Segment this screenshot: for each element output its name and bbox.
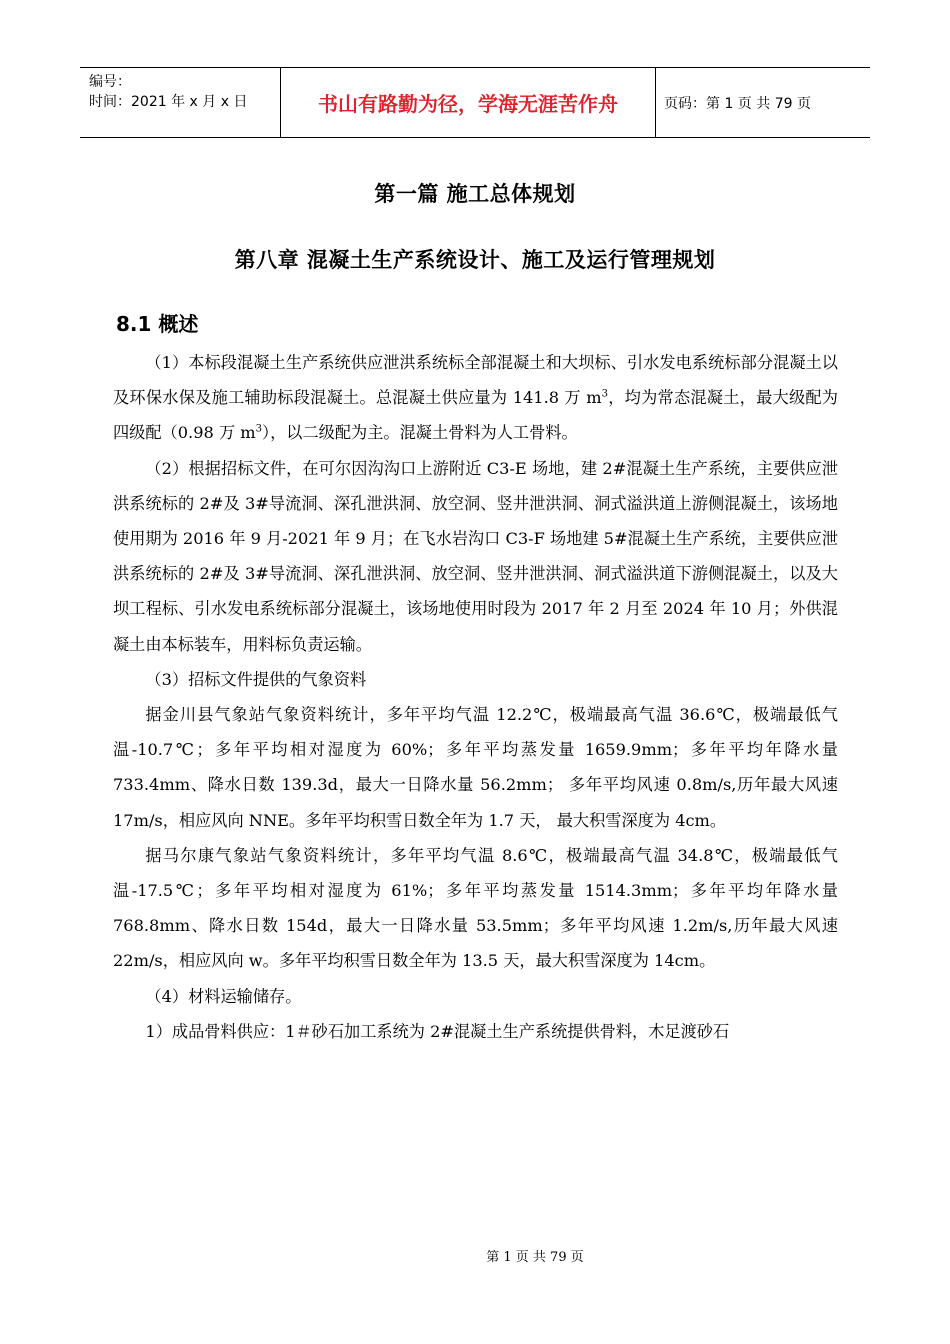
p1-text-b: ，均为常态混凝土，最大级配为四级配（0.98 万 m: [113, 388, 838, 443]
header-date: 时间：2021 年 x 月 x 日: [89, 94, 248, 110]
header-motto: 书山有路勤为径，学海无涯苦作舟: [281, 68, 656, 137]
part-title: 第一篇 施工总体规划: [374, 182, 576, 206]
page-footer: 第 1 页 共 79 页: [486, 1250, 584, 1265]
p1-text-a: （1）本标段混凝土生产系统供应泄洪系统标全部混凝土和大坝标、引水发电系统标部分混凝土以及环保水保及施工辅助标段混凝土。总混凝土供应量为 141.8 万 m: [113, 353, 838, 408]
header-meta: [80, 68, 281, 137]
p1-superscript-2: 3: [255, 424, 262, 436]
body-text: [113, 345, 838, 1049]
header-code: 编号：: [89, 74, 131, 90]
page-header: [80, 67, 870, 138]
paragraph-6: （4）材料运输储存。: [145, 986, 302, 1006]
paragraph-2: （2）根据招标文件，在可尔因沟沟口上游附近 C3-E 场地，建 2#混凝土生产系统，主要供应泄洪系统标的 2#及 3#导流洞、深孔泄洪洞、放空洞、竖井泄洪洞、洞式溢洪道上游侧混凝土，该场地使用期为 2016 年 9 月-2021 年 9 月；在飞水岩沟口 C3-F 场地建 5#混凝土生产系统，主要供应泄洪系统标的 2#及 3#导流洞、深孔泄洪洞、放空洞、竖井泄洪洞、洞式溢洪道下游侧混凝土，以及大坝工程标、引水发电系统标部分混凝土，该场地使用时段为 2017 年 2 月至 2024 年 10 月；外供混凝土由本标装车，用料标负责运输。: [113, 458, 838, 654]
paragraph-1: [113, 345, 838, 451]
p1-text-c: ），以二级配为主。混凝土骨料为人工骨料。: [262, 423, 578, 443]
p1-superscript-1: 3: [601, 388, 608, 400]
header-page-info: 页码：第 1 页 共 79 页: [664, 95, 811, 112]
paragraph-7: 1）成品骨料供应：1＃砂石加工系统为 2#混凝土生产系统提供骨料，木足渡砂石: [145, 1021, 730, 1041]
paragraph-3: （3）招标文件提供的气象资料: [145, 669, 367, 689]
chapter-title: 第八章 混凝土生产系统设计、施工及运行管理规划: [234, 248, 716, 272]
paragraph-5: 据马尔康气象站气象资料统计，多年平均气温 8.6℃，极端最高气温 34.8℃，极端最低气温-17.5℃；多年平均相对湿度为 61%；多年平均蒸发量 1514.3mm；多年平均年降水量 768.8mm、降水日数 154d，最大一日降水量 53.5mm；多年平均风速 1.2m/s,历年最大风速 22m/s，相应风向 w。多年平均积雪日数全年为 13.5 天，最大积雪深度为 14cm。: [113, 845, 838, 971]
section-heading: 8.1 概述: [116, 312, 199, 336]
paragraph-4: 据金川县气象站气象资料统计，多年平均气温 12.2℃，极端最高气温 36.6℃，极端最低气温-10.7℃；多年平均相对湿度为 60%；多年平均蒸发量 1659.9mm；多年平均年降水量 733.4mm、降水日数 139.3d，最大一日降水量 56.2mm； 多年平均风速 0.8m/s,历年最大风速 17m/s，相应风向 NNE。多年平均积雪日数全年为 1.7 天， 最大积雪深度为 4cm。: [113, 705, 838, 830]
